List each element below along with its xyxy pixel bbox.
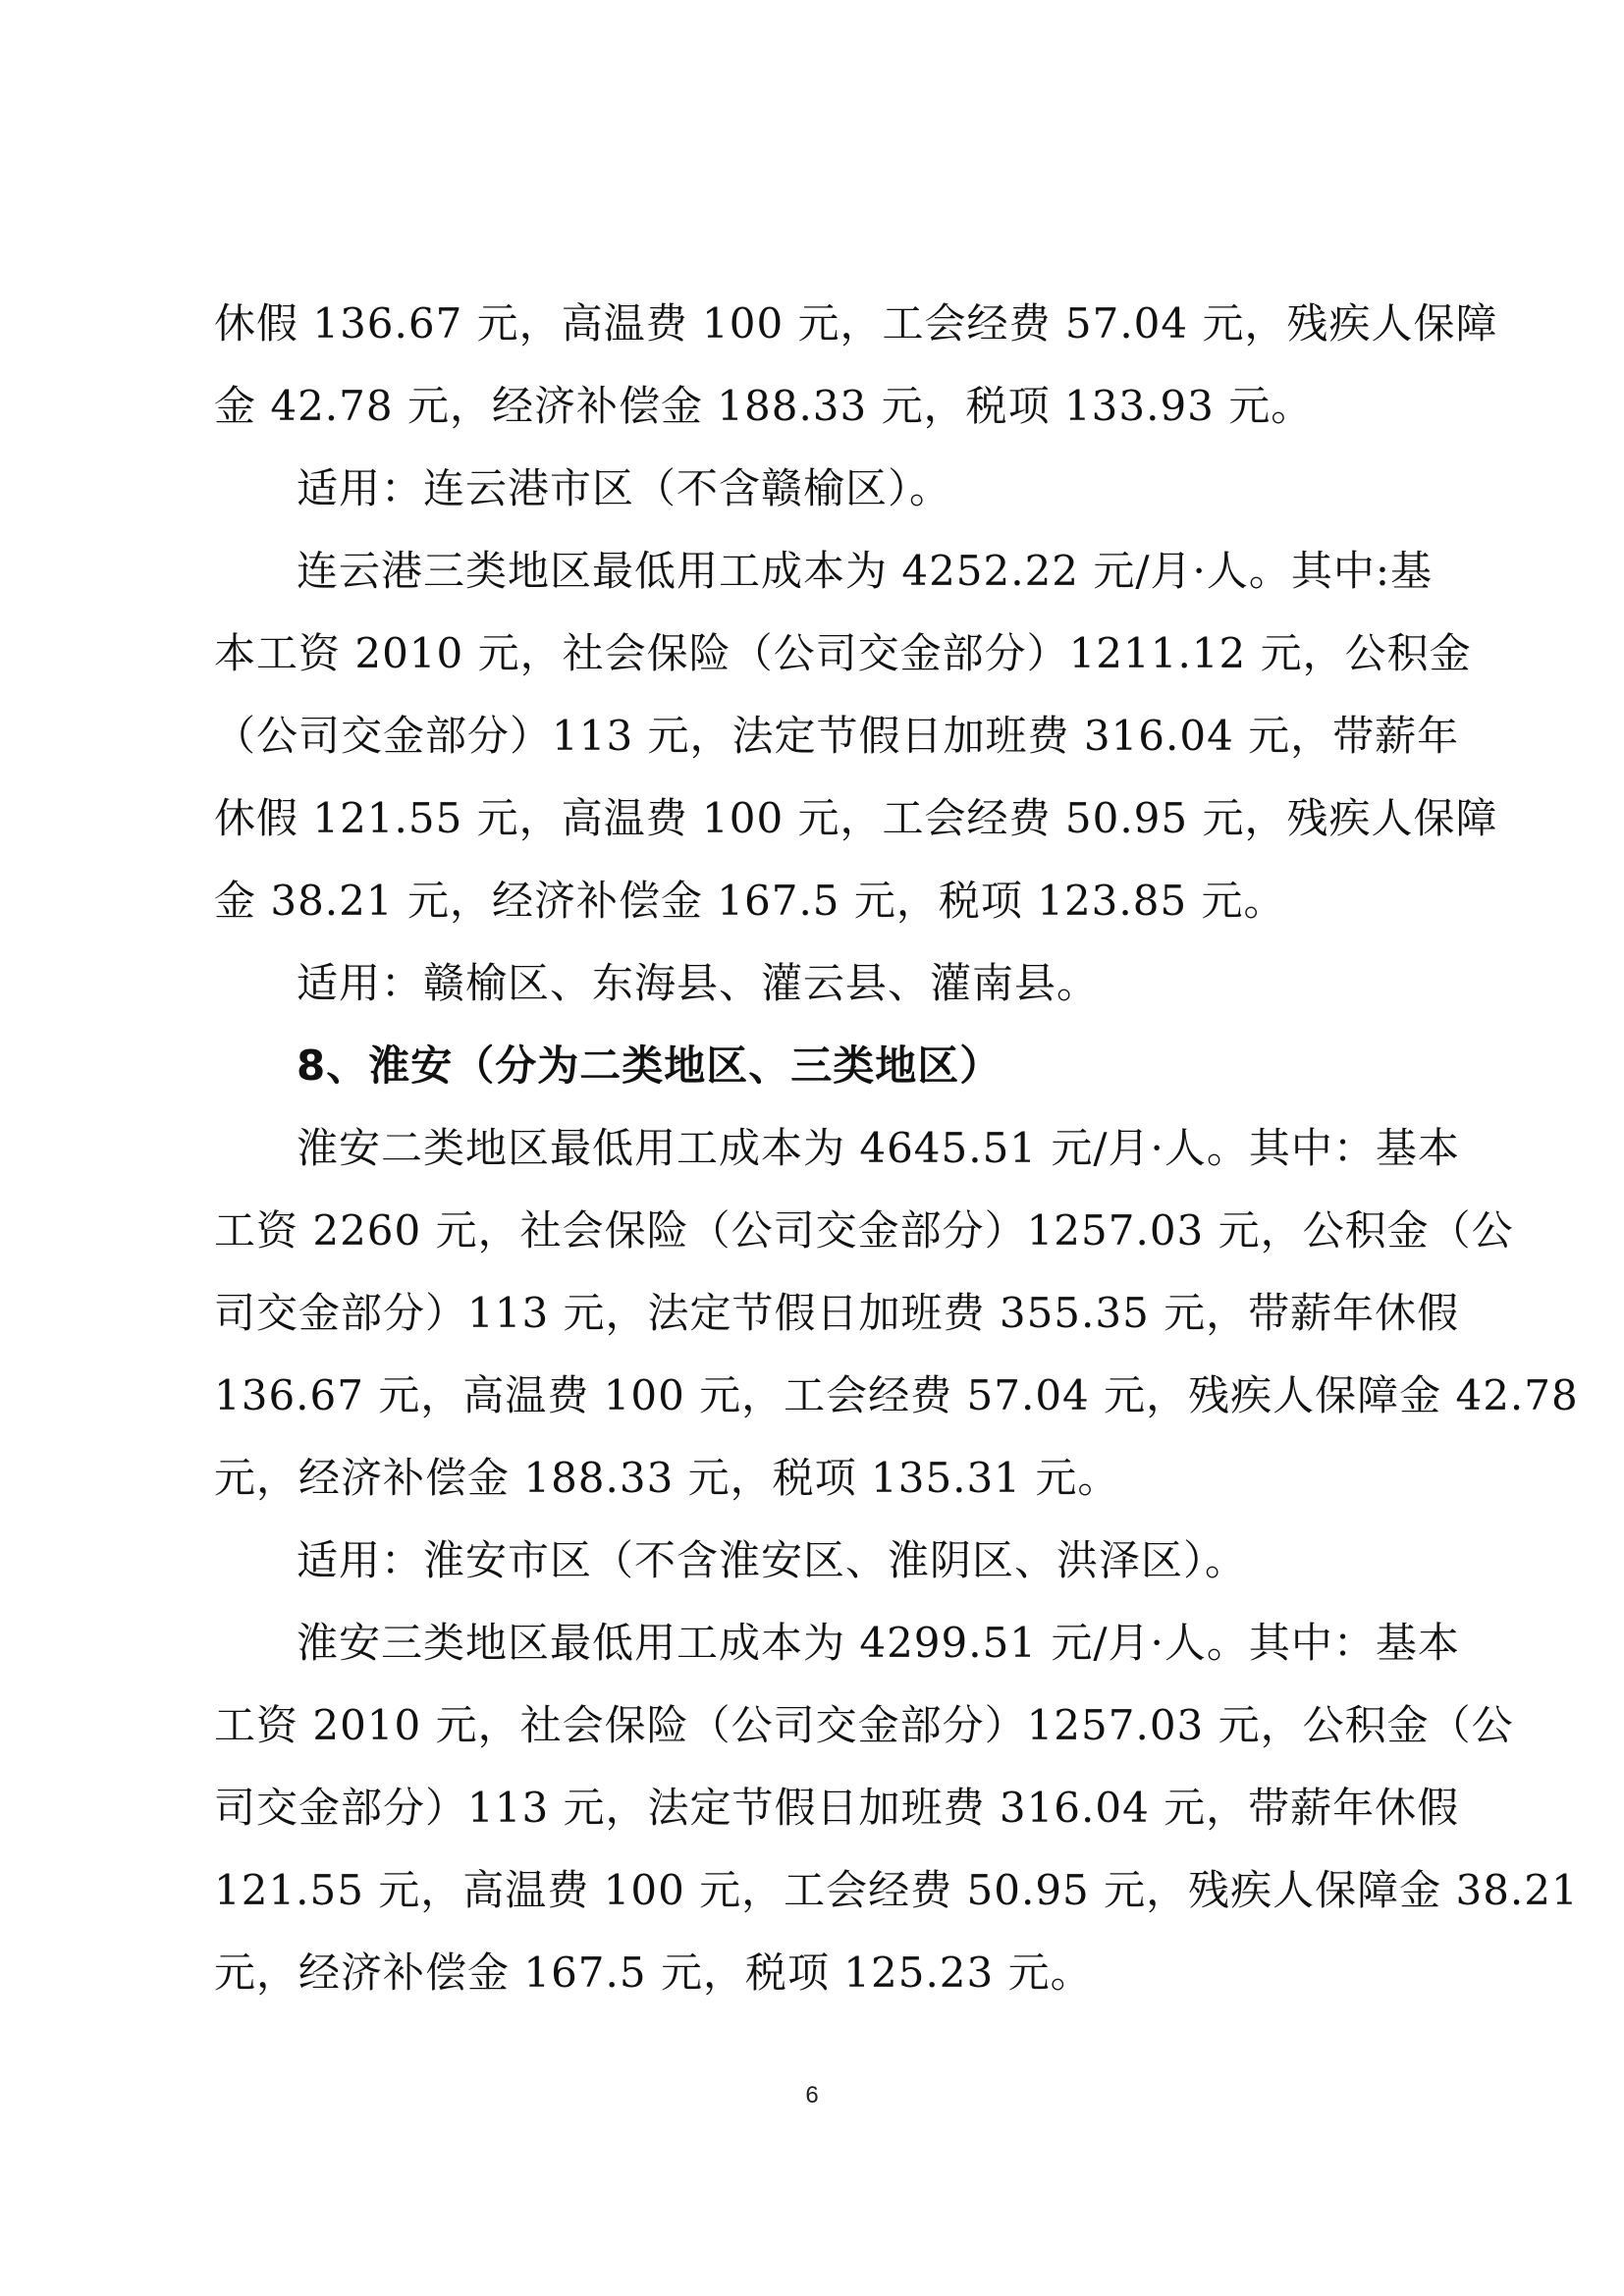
applicability-line: 适用：赣榆区、东海县、灌云县、灌南县。 <box>297 959 1100 1007</box>
text-line: 金 38.21 元，经济补偿金 167.5 元，税项 123.85 元。 <box>214 877 1286 925</box>
text-line: 121.55 元，高温费 100 元，工会经费 50.95 元，残疾人保障金 38.21 <box>214 1866 1579 1914</box>
text-line: 休假 121.55 元，高温费 100 元，工会经费 50.95 元，残疾人保障 <box>214 794 1498 842</box>
text-line: 工资 2010 元，社会保险（公司交金部分）1257.03 元，公积金（公 <box>214 1701 1514 1749</box>
text-line: 本工资 2010 元，社会保险（公司交金部分）1211.12 元，公积金 <box>214 629 1472 677</box>
text-line: 休假 136.67 元，高温费 100 元，工会经费 57.04 元，残疾人保障 <box>214 299 1498 347</box>
text-line: 司交金部分）113 元，法定节假日加班费 355.35 元，带薪年休假 <box>214 1289 1460 1337</box>
text-line: 136.67 元，高温费 100 元，工会经费 57.04 元，残疾人保障金 42.78 <box>214 1371 1579 1419</box>
applicability-line: 适用：连云港市区（不含赣榆区）。 <box>297 464 952 512</box>
text-line: 金 42.78 元，经济补偿金 188.33 元，税项 133.93 元。 <box>214 382 1314 430</box>
applicability-line: 适用：淮安市区（不含淮安区、淮阴区、洪泽区）。 <box>297 1536 1248 1584</box>
text-line: 司交金部分）113 元，法定节假日加班费 316.04 元，带薪年休假 <box>214 1784 1460 1832</box>
text-line: 工资 2260 元，社会保险（公司交金部分）1257.03 元，公积金（公 <box>214 1206 1514 1255</box>
text-line: （公司交金部分）113 元，法定节假日加班费 316.04 元，带薪年 <box>214 712 1460 760</box>
text-line: 元，经济补偿金 188.33 元，税项 135.31 元。 <box>214 1454 1120 1502</box>
page-number: 6 <box>805 2082 819 2109</box>
section-heading: 8、淮安（分为二类地区、三类地区） <box>297 1041 1002 1090</box>
text-line: 连云港三类地区最低用工成本为 4252.22 元/月·人。其中:基 <box>297 547 1434 595</box>
text-line: 元，经济补偿金 167.5 元，税项 125.23 元。 <box>214 1949 1093 1997</box>
text-line: 淮安三类地区最低用工成本为 4299.51 元/月·人。其中：基本 <box>297 1619 1460 1667</box>
text-line: 淮安二类地区最低用工成本为 4645.51 元/月·人。其中：基本 <box>297 1124 1460 1172</box>
